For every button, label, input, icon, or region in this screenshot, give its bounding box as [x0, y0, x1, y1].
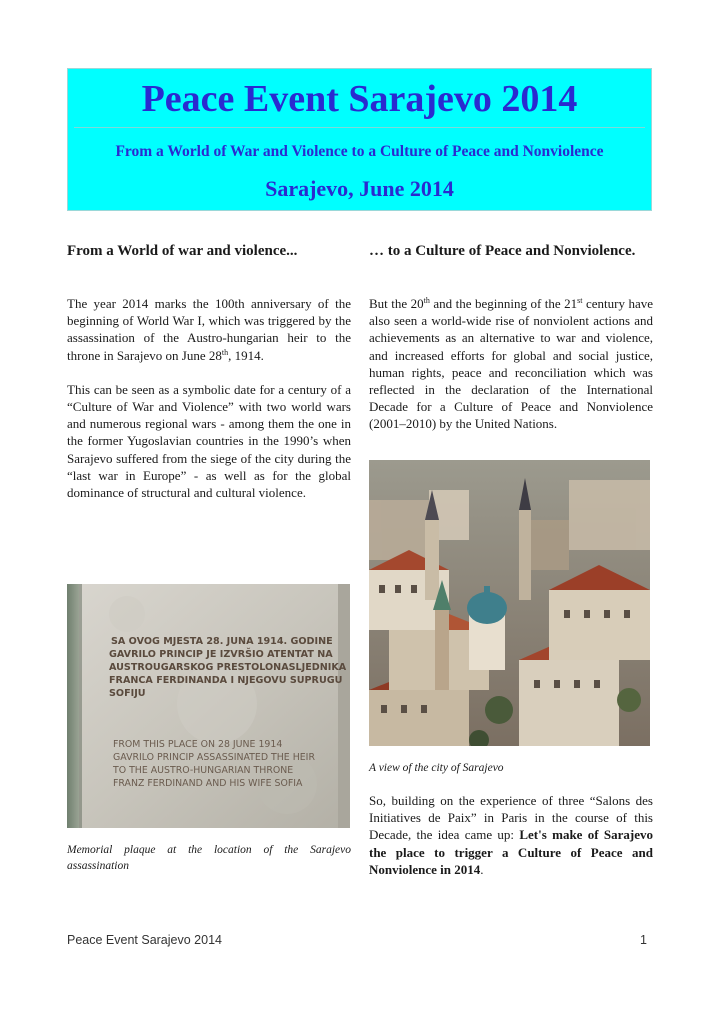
- plaque-line-4: FRANCA FERDINANDA I NJEGOVU SUPRUGU: [109, 675, 343, 686]
- footer-title: Peace Event Sarajevo 2014: [67, 933, 222, 947]
- document-title: Peace Event Sarajevo 2014: [141, 78, 578, 120]
- left-heading: From a World of war and violence...: [67, 243, 298, 259]
- title-banner: [67, 68, 652, 211]
- right-column: [369, 241, 653, 261]
- banner-divider: [74, 127, 645, 128]
- plaque-line-5: SOFIJU: [109, 688, 146, 699]
- plaque-line-1: SA OVOG MJESTA 28. JUNA 1914. GODINE: [111, 636, 333, 647]
- right-text: [369, 295, 653, 433]
- plaque-line-8: TO THE AUSTRO-HUNGARIAN THRONE: [113, 765, 294, 776]
- city-illustration: [369, 460, 650, 746]
- right-heading: … to a Culture of Peace and Nonviolence.: [369, 243, 636, 259]
- plaque-line-9: FRANZ FERDINAND AND HIS WIFE SOFIA: [113, 778, 303, 789]
- document-date: Sarajevo, June 2014: [265, 176, 454, 201]
- plaque-line-6: FROM THIS PLACE ON 28 JUNE 1914: [113, 739, 283, 750]
- plaque-line-7: GAVRILO PRINCIP ASSASSINATED THE HEIR: [113, 752, 315, 763]
- left-paragraph-1: The year 2014 marks the 100th anniversary of the beginning of World War I, which was triggered by the assassination of the Austro-hungarian heir to the throne in Sarajevo on June 28th, 1914.: [67, 296, 351, 363]
- plaque-illustration: [67, 584, 350, 828]
- sarajevo-city-photo: [369, 460, 650, 746]
- left-caption-block: [67, 842, 351, 874]
- right-paragraph-1: But the 20th and the beginning of the 21st century have also seen a world-wide rise of nonviolent actions and achievements as an alternative to war and violence, and increased efforts for global and social justice, human rights, peace and reconciliation which was reflected in the declaration of the International Decade for a Culture of Peace and Nonviolence (2001–2010) by the United Nations.: [369, 296, 653, 432]
- plaque-caption: Memorial plaque at the location of the Sarajevo assassination: [67, 844, 351, 872]
- highlight-text: Let's make of Sarajevo the place to trigger a Culture of Peace and Nonviolence in 2014: [369, 827, 653, 877]
- page-number: 1: [640, 933, 647, 947]
- document-subtitle: From a World of War and Violence to a Culture of Peace and Nonviolence: [115, 143, 604, 160]
- right-paragraph-2: So, building on the experience of three “Salons des Initiatives de Paix” in Paris in the course of this Decade, the idea came up: Let's make of Sarajevo the place to trigger a Culture of Peace and Nonviolence in 2014.: [369, 793, 653, 877]
- right-caption-block: [369, 760, 653, 776]
- left-text: [67, 295, 351, 501]
- city-caption: A view of the city of Sarajevo: [369, 762, 504, 774]
- plaque-line-3: AUSTROUGARSKOG PRESTOLONASLJEDNIKA: [109, 662, 347, 673]
- plaque-line-2: GAVRILO PRINCIP JE IZVRŠIO ATENTAT NA: [109, 649, 333, 660]
- left-column: [67, 241, 351, 261]
- right-text-2: [369, 792, 653, 878]
- memorial-plaque-photo: [67, 584, 350, 828]
- left-paragraph-2: This can be seen as a symbolic date for a century of a “Culture of War and Violence” with two world wars and numerous regional wars - among them the one in the former Yugoslavian countries in the 1990’s when Sarajevo suffered from the siege of the city during the “last war in Europe” - as well as for the global dominance of structural and cultural violence.: [67, 381, 351, 501]
